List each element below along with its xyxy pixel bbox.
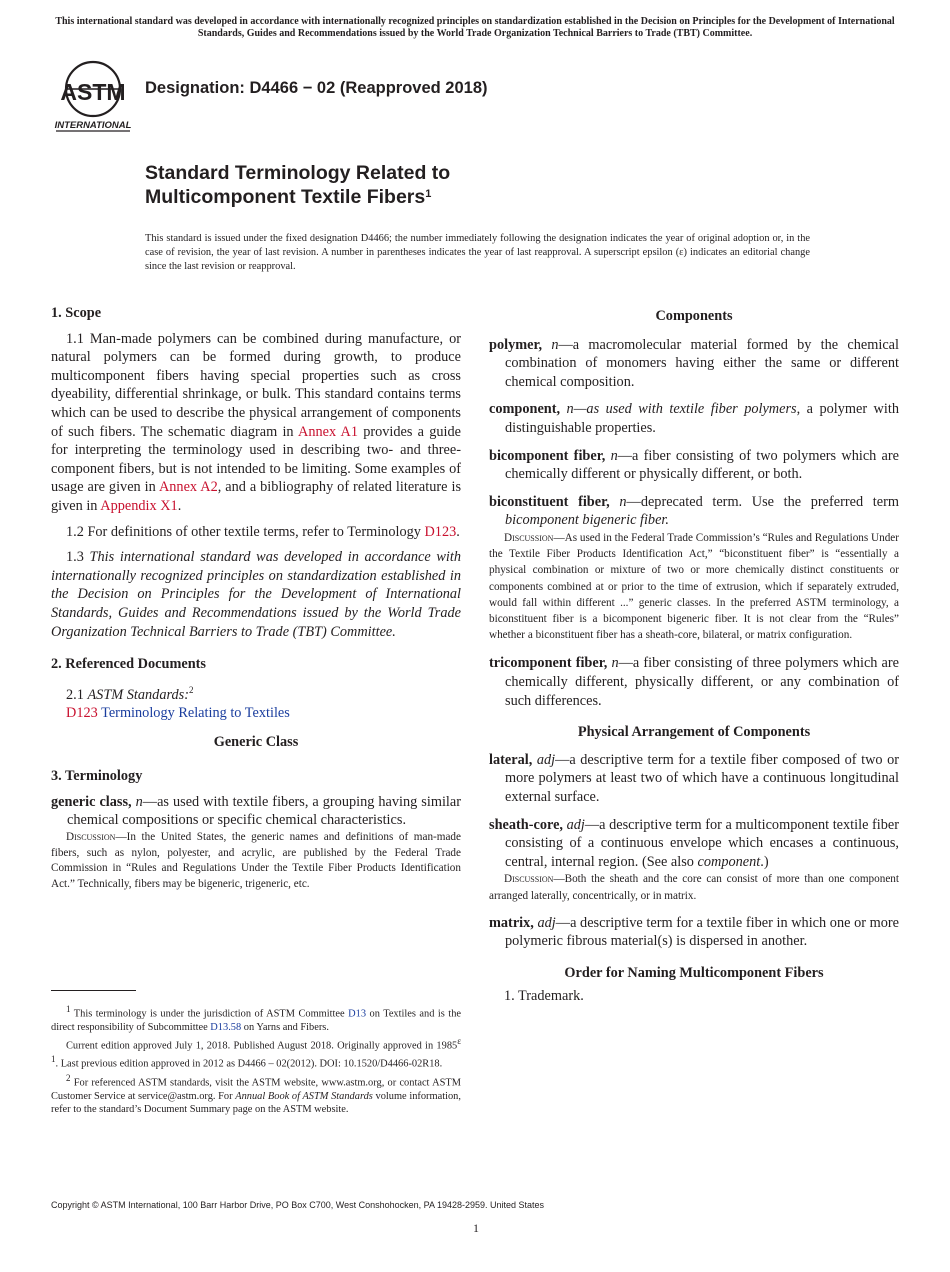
term-sheath-core: sheath-core, adj—a descriptive term for a multicomponent textile fiber consisting of a continuous envelope which encases a continuous, central, internal region. (See also component.) [489,816,900,870]
issued-notice: This standard is issued under the fixed designation D4466; the number immediately following the designation indicates the year of original adoption or, in the case of revision, the year of last revision. A number in parentheses indicates the year of last reapproval. A superscript epsilon (ε) indicates an editorial change since the last revision or reapproval. [145,233,810,272]
discussion-generic-class: Discussion—In the United States, the generic names and definitions of man-made fibers, such as nylon, polyester, and acrylic, are published by the Federal Trade Commission in “Rules and Regulations Under the Textile Fiber Products Identification Act.” Technically, fibers may be bigeneric, trigeneric, etc. [51,831,461,890]
scope-para-1: 1.1 Man-made polymers can be combined during manufacture, or natural polymers can be formed during growth, to produce multicomponent fibers having special properties such as cross dyeability, differential shrinkage, or bulk. This standard contains terms which can be used to describe the physical arrangement of components of such fibers. The schematic diagram in Annex A1 provides a guide for interpreting the terminology used in describing two- and three-component fibers, but is not intended to be limiting. Some examples of usage are given in Annex A2, and a bibliography of related literature is given in Appendix X1. [51,330,462,514]
order-item-1: 1. Trademark. [504,988,584,1005]
scope-para-3: 1.3 This international standard was developed in accordance with internationally recognized principles on standardization established in the Decision on Principles for the Development of International Standards, Guides and Recommendations issued by the World Trade Organization Technical Barriers to Trade (TBT) Committee. [51,549,461,640]
term-bicomponent-fiber: bicomponent fiber, n—a fiber consisting of two polymers which are chemically different or physically different, or both. [489,447,900,483]
title-line-1: Standard Terminology Related to [145,162,451,184]
page-number: 1 [473,1221,479,1235]
logo-subtext: INTERNATIONAL [54,120,132,131]
astm-logo-mark [55,62,132,131]
term-component: component, n—as used with textile fiber polymers, a polymer with distinguishable properties. [489,401,899,436]
footnote-1: $^1$ This terminology is under the jurisdiction of ASTM Committee D13 on Textiles and is the direct responsibility of Subcommittee D13.58 on Yarns and Fibers. [51,1004,462,1033]
discussion-biconstituent: Discussion—As used in the Federal Trade Commission’s “Rules and Regulations Under the Textile Fiber Products Identification Act,” “biconstituent fiber” is “essentially a physical combination or mixture of two or more chemically distinct constituents or components combined at or prior to the time of extrusion, which if separately extruded, would fall within different ...” generic classes. In the preferred ASTM terminology, a biconstituent fiber is a bicomponent bigeneric fiber. It is not clear from the “Rules” whether a biconstituent fiber has a sheath-core, bilateral, or matrix configuration. [489,531,899,642]
generic-class-heading: Generic Class [213,733,299,750]
scope-para-2: 1.2 For definitions of other textile terms, refer to Terminology D123. [66,523,460,540]
term-generic-class: generic class, n—as used with textile fibers, a grouping having similar chemical compositions or specific chemical characteristics. [51,793,461,829]
d123-title-link[interactable]: Terminology Relating to Textiles [97,705,290,722]
title-line-2: Multicomponent Textile Fibers [145,186,426,208]
logo-text: ASTM [60,79,126,105]
footnote-1-edition: Current edition approved July 1, 2018. Published August 2018. Originally approved in $1985^{\varepsilon 1}$. Last previous edition approved in 2012 as D4466 – 02(2012). DOI: 10.1520/D4466-02R18. [51,1036,461,1070]
term-biconstituent-fiber: biconstituent fiber, n—deprecated term. Use the preferred term bicomponent bigeneric fiber. [489,493,899,529]
referenced-para-1: 2.1 ASTM Standards:$^2$ [66,684,194,703]
left-column [51,304,461,902]
designation: Designation: D4466 − 02 (Reapproved 2018) [145,79,488,97]
top-notice: This international standard was developed in accordance with internationally recognized principles on standardization established in the Decision on Principles for the Development of International Standards, Guides and Recommendations issued by the World Trade Organization Technical Barriers to Trade (TBT) Committee. [55,16,895,39]
annex-a2-link[interactable]: Annex A2 [158,479,218,496]
document-title [145,161,450,209]
components-heading: Components [655,308,733,324]
copyright: Copyright © ASTM International, 100 Barr Harbor Drive, PO Box C700, West Conshohocken, PA 19428-2959. United States [51,1200,545,1210]
d123-ref-link[interactable]: D123 [66,705,98,722]
astm-logo [52,57,134,133]
footnote-divider [51,990,136,991]
d123-link[interactable]: D123 [424,523,457,540]
section-3-heading: 3. Terminology [51,768,143,785]
order-heading: Order for Naming Multicomponent Fibers [564,964,824,981]
appendix-x1-link[interactable]: Appendix X1 [100,497,178,514]
footnote-2: $^2$ For referenced ASTM standards, visit the ASTM website, www.astm.org, or contact ASTM Customer Service at service@astm.org. For Annual Book of ASTM Standards volume information, refer to the standard’s Document Summary page on the ASTM website. [51,1073,461,1116]
d13-link[interactable]: D13 [348,1008,367,1020]
term-polymer: polymer, n—a macromolecular material formed by the chemical combination of monomers having either the same or different chemical composition. [489,336,899,390]
right-column [489,307,899,1013]
term-lateral: lateral, adj—a descriptive term for a textile fiber composed of two or more polymers at least two of which have a continuous longitudinal external surface. [489,751,899,805]
title-footnote-ref: 1 [425,188,432,200]
discussion-sheath-core: Discussion—Both the sheath and the core can consist of more than one component arranged laterally, concentrically, or in matrix. [489,873,899,902]
referenced-d123 [51,704,461,723]
arrangement-heading: Physical Arrangement of Components [577,724,811,741]
term-tricomponent-fiber: tricomponent fiber, n—a fiber consisting of three polymers which are chemically different, physically different, or any combination of such differences. [489,655,899,709]
section-1-heading: 1. Scope [51,305,102,321]
annex-a1-link[interactable]: Annex A1 [298,423,359,440]
term-matrix: matrix, adj—a descriptive term for a textile fiber in which one or more polymeric fibrous material(s) is dispersed in another. [489,914,899,950]
d13-58-link[interactable]: D13.58 [210,1021,242,1033]
section-2-heading: 2. Referenced Documents [51,656,206,673]
footnotes [51,1003,461,1118]
